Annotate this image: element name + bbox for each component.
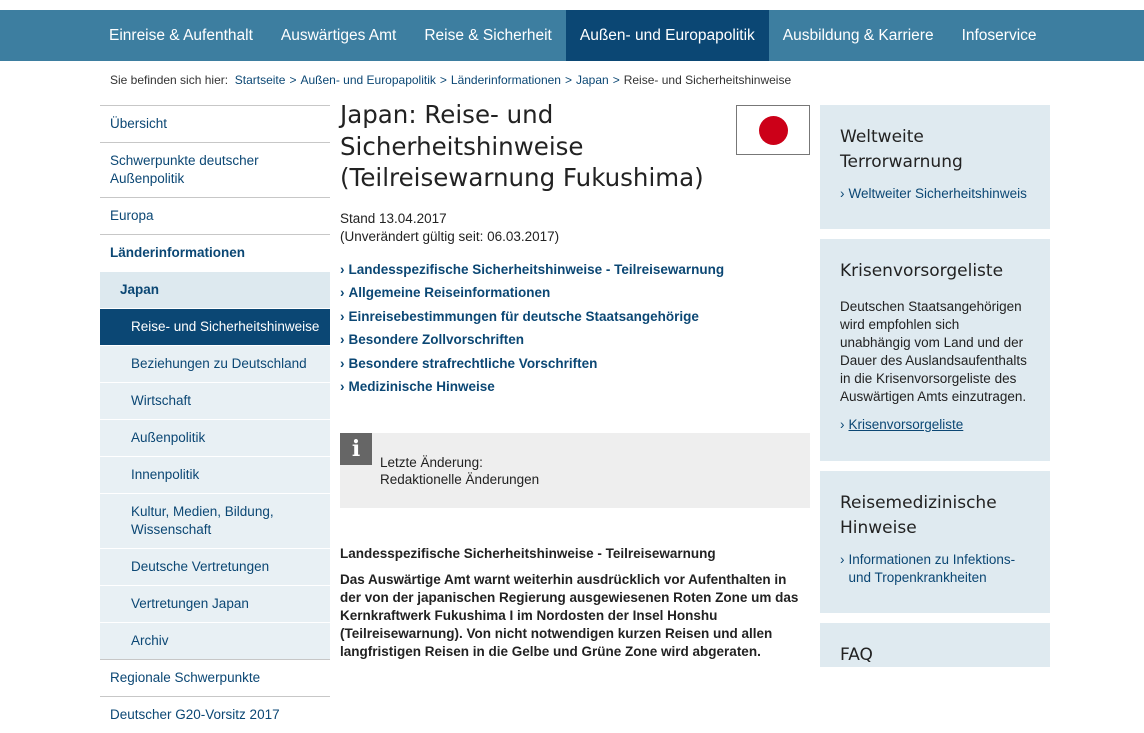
- link-weltweiter-sicherheitshinweis[interactable]: › Weltweiter Sicherheitshinweis: [840, 186, 1027, 201]
- box-text: Deutschen Staatsangehörigen wird empfohlen sich unabhängig vom Land und der Dauer des Auslandsaufenthalts in die Krisenvorsorgeliste des Auswärtigen Amts einzutragen.: [840, 299, 1027, 404]
- info-line-2: Redaktionelle Änderungen: [380, 472, 540, 487]
- nav-einreise[interactable]: Einreise & Aufenthalt: [109, 27, 253, 44]
- japan-flag-icon: [736, 105, 810, 155]
- status-date: [340, 210, 810, 246]
- top-bar: [0, 0, 1144, 61]
- leftnav-item-vertretungen-japan[interactable]: Vertretungen Japan: [100, 585, 330, 622]
- leftnav-item-kultur[interactable]: Kultur, Medien, Bildung, Wissenschaft: [100, 493, 330, 548]
- leftnav-item-laenderinformationen[interactable]: Länderinformationen: [100, 234, 330, 271]
- leftnav-item-deutsche-vertretungen[interactable]: Deutsche Vertretungen: [100, 548, 330, 585]
- nav-ausbildung-karriere[interactable]: Ausbildung & Karriere: [782, 27, 934, 44]
- info-icon: i: [340, 433, 372, 465]
- leftnav-item-innenpolitik[interactable]: Innenpolitik: [100, 456, 330, 493]
- nav-reise-sicherheit[interactable]: Reise & Sicherheit: [424, 27, 552, 44]
- flag-sun-circle: [759, 116, 788, 145]
- unchanged-since: (Unverändert gültig seit: 06.03.2017): [340, 228, 560, 244]
- chevron-right-icon: ›: [840, 417, 845, 432]
- section-links: [340, 258, 810, 399]
- link-zollvorschriften[interactable]: › Besondere Zollvorschriften: [340, 328, 810, 352]
- breadcrumb-link-startseite[interactable]: Startseite: [234, 73, 286, 87]
- leftnav-item-reise-sicherheitshinweise[interactable]: Reise- und Sicherheitshinweise: [100, 308, 330, 345]
- box-krisenvorsorgeliste: [820, 239, 1050, 461]
- breadcrumb-separator: >: [564, 73, 572, 87]
- link-medizinische[interactable]: › Medizinische Hinweise: [340, 375, 810, 399]
- breadcrumb-current: Reise- und Sicherheitshinweise: [623, 73, 792, 87]
- leftnav-item-japan[interactable]: Japan: [100, 271, 330, 308]
- nav-aussen-europapolitik[interactable]: Außen- und Europapolitik: [566, 10, 769, 61]
- leftnav-item-wirtschaft[interactable]: Wirtschaft: [100, 382, 330, 419]
- link-krisenvorsorgeliste[interactable]: › Krisenvorsorgeliste: [840, 417, 964, 432]
- leftnav-item-schwerpunkte[interactable]: Schwerpunkte deutscher Außenpolitik: [100, 142, 330, 197]
- leftnav-item-archiv[interactable]: Archiv: [100, 622, 330, 659]
- breadcrumb-separator: >: [612, 73, 620, 87]
- nav-auswaertiges-amt[interactable]: Auswärtiges Amt: [280, 27, 397, 44]
- box-title: Krisenvorsorgeliste: [840, 261, 1004, 281]
- box-faq: [820, 623, 1050, 667]
- box-reisemedizin: [820, 471, 1050, 613]
- breadcrumb-link-japan[interactable]: Japan: [576, 73, 609, 87]
- leftnav-item-beziehungen[interactable]: Beziehungen zu Deutschland: [100, 345, 330, 382]
- leftnav-item-aussenpolitik[interactable]: Außenpolitik: [100, 419, 330, 456]
- breadcrumb-link-laenderinformationen[interactable]: Länderinformationen: [450, 73, 561, 87]
- link-strafrechtliche[interactable]: › Besondere strafrechtliche Vorschriften: [340, 352, 810, 376]
- link-landesspezifische[interactable]: › Landesspezifische Sicherheitshinweise - Teilreisewarnung: [340, 258, 810, 282]
- section-heading: Landesspezifische Sicherheitshinweise - Teilreisewarnung: [340, 546, 716, 561]
- leftnav-item-regionale-schwerpunkte[interactable]: Regionale Schwerpunkte: [100, 659, 330, 696]
- chevron-right-icon: ›: [340, 261, 345, 277]
- breadcrumb-link-aussenpolitik[interactable]: Außen- und Europapolitik: [300, 73, 436, 87]
- breadcrumb-prefix: Sie befinden sich hier:: [110, 73, 229, 87]
- chevron-right-icon: ›: [340, 332, 345, 347]
- leftnav-item-g20[interactable]: Deutscher G20-Vorsitz 2017: [100, 696, 330, 733]
- box-title[interactable]: FAQ: [840, 645, 873, 665]
- info-box: [340, 433, 810, 508]
- box-title: Weltweite Terrorwarnung: [840, 127, 963, 172]
- chevron-right-icon: ›: [340, 379, 345, 394]
- box-terrorwarnung: [820, 105, 1050, 229]
- left-navigation: [100, 105, 330, 733]
- section-body-text: Das Auswärtige Amt warnt weiterhin ausdrücklich vor Aufenthalten in der von der japanischen Regierung ausgewiesenen Roten Zone um das Kernkraftwerk Fukushima I im Nordosten der Insel Honshu (Teilreisewarnung). Von nicht notwendigen kurzen Reisen und allen langfristigen Reisen in die Gelbe und Grüne Zone wird abgeraten.: [340, 572, 799, 659]
- link-allgemeine[interactable]: › Allgemeine Reiseinformationen: [340, 281, 810, 305]
- link-einreisebestimmungen[interactable]: › Einreisebestimmungen für deutsche Staatsangehörige: [340, 305, 810, 329]
- leftnav-item-europa[interactable]: Europa: [100, 197, 330, 234]
- chevron-right-icon: ›: [840, 552, 845, 567]
- main-content: [340, 99, 810, 659]
- stand-date: Stand 13.04.2017: [340, 210, 447, 226]
- chevron-right-icon: ›: [340, 355, 345, 371]
- info-line-1: Letzte Änderung:: [380, 455, 483, 470]
- breadcrumb-separator: >: [289, 73, 297, 87]
- box-title: Reisemedizinische Hinweise: [840, 493, 997, 538]
- chevron-right-icon: ›: [340, 285, 345, 300]
- nav-infoservice[interactable]: Infoservice: [961, 27, 1037, 44]
- chevron-right-icon: ›: [840, 186, 845, 201]
- breadcrumb: [110, 73, 791, 87]
- chevron-right-icon: ›: [340, 308, 345, 324]
- leftnav-item-uebersicht[interactable]: Übersicht: [100, 105, 330, 142]
- breadcrumb-separator: >: [439, 73, 447, 87]
- info-text: [380, 454, 539, 488]
- page-title: Japan: Reise- und Sicherheitshinweise (Teilreisewarnung Fukushima): [340, 100, 704, 192]
- main-navigation: [95, 10, 1051, 61]
- link-infektionskrankheiten[interactable]: › Informationen zu Infektions- und Tropenkrankheiten: [840, 552, 1016, 585]
